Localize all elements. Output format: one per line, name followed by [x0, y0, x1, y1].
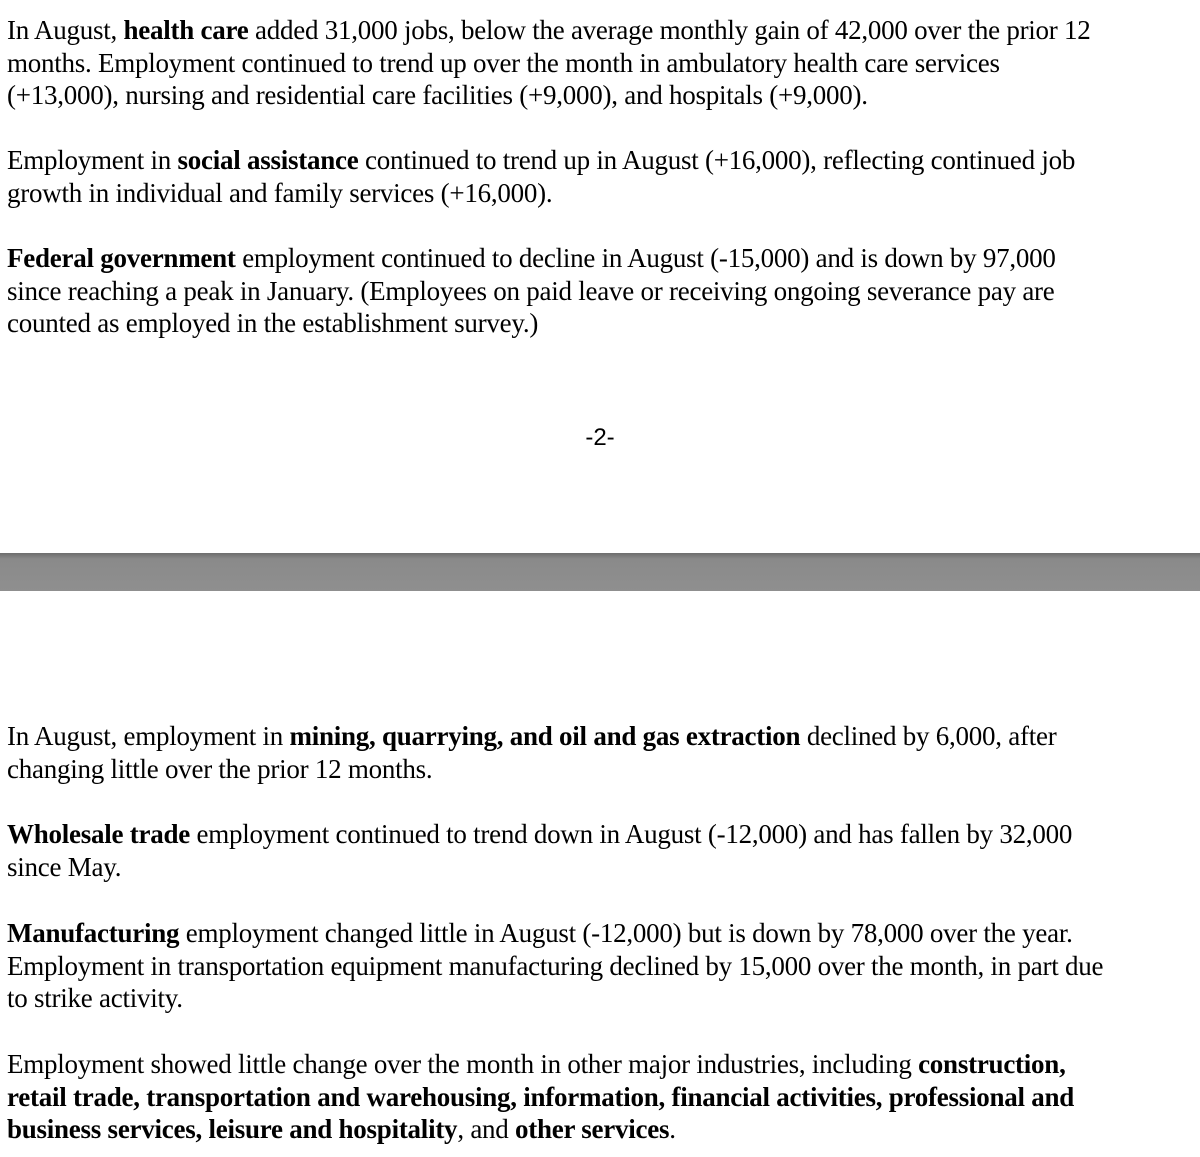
text-run: , and: [457, 1114, 516, 1144]
text-run: since reaching a peak in January. (Employees on paid leave or receiving ongoing severance pay are: [7, 275, 1055, 306]
text-run: .: [669, 1114, 676, 1144]
text-run: Employment in transportation equipment manufacturing declined by 15,000 over the month, in part due: [7, 950, 1104, 981]
paragraph-manufacturing: [7, 917, 1199, 1015]
text-line: [7, 1113, 1199, 1146]
text-run: In August,: [7, 15, 124, 45]
page-separator: [0, 553, 1200, 591]
text-line: [7, 1048, 1199, 1081]
text-line: [7, 753, 1199, 786]
text-line: [7, 917, 1199, 950]
text-line: [7, 79, 1199, 112]
paragraph-health-care: [7, 14, 1199, 112]
bold-text: social assistance: [177, 145, 359, 175]
text-line: [7, 950, 1199, 983]
page-number: -2-: [585, 424, 615, 451]
bold-text: health care: [123, 15, 249, 45]
bold-text: business services, leisure and hospitality: [7, 1114, 458, 1144]
text-run: (+13,000), nursing and residential care facilities (+9,000), and hospitals (+9,000).: [7, 80, 868, 110]
text-line: [7, 242, 1199, 275]
document-page-top: [0, 0, 1200, 553]
text-line: [7, 307, 1199, 340]
bold-text: Manufacturing: [7, 918, 180, 948]
text-line: [7, 818, 1199, 851]
text-run: added 31,000 jobs, below the average monthly gain of 42,000 over the prior 12: [248, 15, 1091, 45]
text-line: [7, 177, 1199, 210]
text-run: Employment showed little change over the month in other major industries, including: [7, 1049, 919, 1079]
text-line: [7, 47, 1199, 80]
document-page-bottom: [0, 591, 1200, 1157]
text-run: In August, employment in: [7, 721, 290, 751]
text-line: [7, 1081, 1199, 1114]
text-line: [7, 851, 1199, 884]
bold-text: Federal government: [7, 243, 236, 273]
paragraph-mining: [7, 720, 1199, 785]
text-line: [7, 720, 1199, 753]
text-run: continued to trend up in August (+16,000), reflecting continued job: [358, 145, 1076, 175]
bold-text: retail trade, transportation and warehousing, information, financial activities, professional and: [7, 1081, 1075, 1112]
paragraph-federal-government: [7, 242, 1199, 340]
text-run: employment continued to decline in August (-15,000) and is down by 97,000: [235, 243, 1056, 273]
text-run: employment continued to trend down in August (-12,000) and has fallen by 32,000: [189, 819, 1073, 849]
text-run: employment changed little in August (-12,000) but is down by 78,000 over the year.: [179, 918, 1073, 948]
bold-text: construction,: [918, 1049, 1066, 1079]
text-run: Employment in: [7, 145, 178, 175]
text-run: to strike activity.: [7, 983, 183, 1013]
paragraph-social-assistance: [7, 144, 1199, 209]
text-line: [7, 982, 1199, 1015]
text-run: declined by 6,000, after: [800, 721, 1057, 751]
paragraph-other-industries: [7, 1048, 1199, 1146]
bold-text: mining, quarrying, and oil and gas extraction: [289, 721, 801, 751]
text-run: changing little over the prior 12 months.: [7, 753, 433, 784]
text-run: since May.: [7, 851, 122, 882]
text-line: [7, 14, 1199, 47]
text-run: growth in individual and family services (+16,000).: [7, 177, 553, 208]
paragraph-wholesale-trade: [7, 818, 1199, 883]
text-line: [7, 144, 1199, 177]
text-line: [7, 275, 1199, 308]
text-run: months. Employment continued to trend up over the month in ambulatory health care services: [7, 47, 1000, 78]
bold-text: other services: [515, 1114, 670, 1144]
bold-text: Wholesale trade: [7, 819, 190, 849]
text-run: counted as employed in the establishment survey.): [7, 308, 539, 338]
